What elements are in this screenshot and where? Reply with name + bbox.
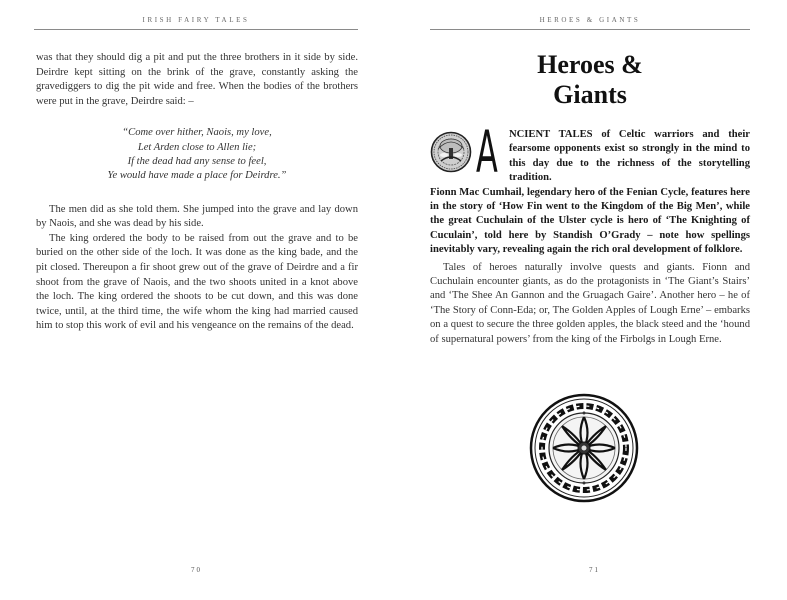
chapter-title-line: Heroes & [537,50,643,79]
paragraph: Tales of heroes naturally involve quests and giants. Fionn and Cuchulain encounter giants, as do the protagonists in ‘The Giant’s Stairs’ and ‘The Shee An Gannon and the Gruagach Gaire’. Another hero – he of ‘The Story of Conn-Eda; or, The Golden Apples of Lough Erne’ – embarks on a quest to secure the three golden apples, the black steed and the ‘hound of supernatural powers’ from the king of the Firbolgs in Lough Erne. [430,261,750,345]
body-text [36,51,358,334]
paragraph: The men did as she told them. She jumped into the grave and lay down by Naois, and she was dead by his side. [36,203,358,230]
celtic-tree-of-life-icon [430,131,472,173]
page-number: 70 [191,566,202,574]
drop-cap: A [476,118,498,186]
intro-lead: NCIENT TALES of Celtic warriors and their fearsome opponents exist so strongly in the mind to this day due to the richness of the storytelling tradition. [509,129,750,184]
verse-line: “Come over hither, Naois, my love, [122,127,272,139]
paragraph: The king ordered the body to be raised from out the grave and to be buried on the other side of the loch. It was done as the king bade, and the pit closed. Thereupon a fir shoot grew out of the grave of Deirdre and a fir shoot from the grave of Naois, and the two shoots united in a knot above the loch. The king ordered the shoots to be cut down, and this was done twice, until, at the third time, the wife whom the king had married caused him to stop this work of evil and his vengeance on the remains of the dead. [36,232,358,332]
running-head: HEROES & GIANTS [539,16,641,24]
chapter-intro [430,118,750,347]
header-rule [430,29,750,30]
verse-block [36,126,358,183]
chapter-title [430,50,750,110]
verse-line: If the dead had any sense to feel, [127,155,267,167]
right-page [393,0,787,600]
celtic-knot-roundel-icon [529,393,639,503]
intro-continuation: Fionn Mac Cumhail, legendary hero of the Fenian Cycle, features here in the story of ‘How Fin went to the Kingdom of the Big Men’, while the great Cuchulain of the Ulster cycle is hero of ‘The Knighting of Cuculain’, told here by Standish O’Grady – note how spellings inevitably vary, revealing again the rich oral development of folklore. [430,186,750,256]
header-rule [34,29,358,30]
page-number: 71 [589,566,600,574]
verse-line: Let Arden close to Allen lie; [137,141,257,153]
chapter-title-line: Giants [553,80,627,109]
verse-line: Ye would have made a place for Deirdre.” [107,170,287,182]
running-head: IRISH FAIRY TALES [142,16,250,24]
paragraph: was that they should dig a pit and put the three brothers in it side by side. Deirdre kept sitting on the brink of the grave, constantly asking the gravediggers to dig the pit wide and free. When the bodies of the brothers were put in the grave, Deirdre said: – [36,52,358,107]
left-page [0,0,393,600]
